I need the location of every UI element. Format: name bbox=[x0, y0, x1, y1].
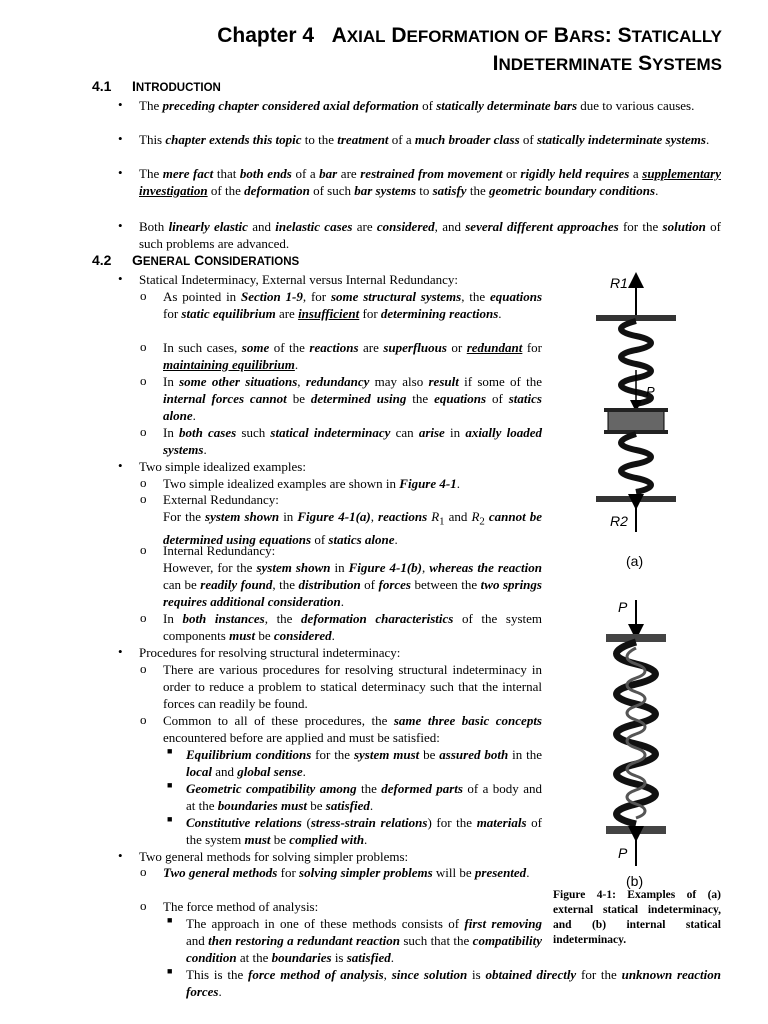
bullet-icon: • bbox=[118, 165, 123, 180]
circle-bullet-icon: o bbox=[140, 288, 147, 303]
example-point-2: External Redundancy: For the system shown in Figure 4-1(a), reactions $R_1$ and $R_2$ cannot be determined using equations of statics alone. bbox=[163, 492, 543, 547]
inner-spring bbox=[627, 648, 645, 818]
procedure-point-1: There are various procedures for resolving structural indeterminacy in order to reduce a problem to statical determinacy such that the internal forces can readily be found. bbox=[163, 662, 542, 711]
spring-diagram bbox=[560, 270, 760, 890]
concept-constitutive: Constitutive relations (stress-strain relations) for the materials of the system must be complied with. bbox=[186, 815, 542, 847]
square-bullet-icon: ■ bbox=[167, 966, 173, 976]
lower-spring bbox=[621, 434, 651, 492]
circle-bullet-icon: o bbox=[140, 424, 147, 439]
section-heading-4-1: 4.1 INTRODUCTION bbox=[92, 78, 221, 94]
procedures-label: Procedures for resolving structural indeterminacy: bbox=[139, 645, 401, 660]
bullet-icon: • bbox=[118, 644, 123, 659]
bullet-icon: • bbox=[118, 271, 123, 286]
middle-block-bottom bbox=[604, 430, 668, 434]
indeterminacy-point-1: As pointed in Section 1-9, for some structural systems, the equations for static equilibrium are insufficient for determining reactions. bbox=[163, 289, 542, 321]
force-method-definition: This is the force method of analysis, since solution is obtained directly for the unknown reaction forces. bbox=[186, 967, 722, 999]
statical-indeterminacy-label: Statical Indeterminacy, External versus Internal Redundancy: bbox=[139, 272, 458, 287]
label-p-top: P bbox=[618, 599, 628, 615]
square-bullet-icon: ■ bbox=[167, 780, 173, 790]
example-point-3: Internal Redundancy: However, for the system shown in Figure 4-1(b), whereas the reaction can be readily found, the distribution of forces between the two springs requires additional consideration. bbox=[163, 543, 542, 609]
label-r1: R1 bbox=[610, 275, 628, 291]
circle-bullet-icon: o bbox=[140, 898, 147, 913]
bullet-icon: • bbox=[118, 97, 123, 112]
indeterminacy-point-3: In some other situations, redundancy may also result if some of the internal forces cannot be determined using the equations of statics alone. bbox=[163, 374, 543, 423]
bullet-icon: • bbox=[118, 131, 123, 146]
bullet-icon: • bbox=[118, 218, 123, 233]
procedure-point-2: Common to all of these procedures, the same three basic concepts encountered before are applied and must be satisfied: bbox=[163, 713, 542, 745]
bottom-plate bbox=[606, 826, 666, 834]
intro-bullet-4: Both linearly elastic and inelastic cases are considered, and several different approaches for the solution of such problems are advanced. bbox=[139, 219, 722, 251]
intro-bullet-2: This chapter extends this topic to the treatment of a much broader class of statically indeterminate systems. bbox=[139, 132, 710, 147]
section-number: 4.2 bbox=[92, 252, 112, 268]
figure-caption: Figure 4-1: Examples of (a) external statical indeterminacy, and (b) internal statical indeterminacy. bbox=[553, 889, 721, 946]
intro-bullet-1: The preceding chapter considered axial deformation of statically determinate bars due to various causes. bbox=[139, 98, 695, 113]
label-b: (b) bbox=[626, 873, 644, 889]
concept-equilibrium: Equilibrium conditions for the system must be assured both in the local and global sense. bbox=[186, 747, 542, 779]
bullet-icon: • bbox=[118, 458, 123, 473]
circle-bullet-icon: o bbox=[140, 610, 147, 625]
bottom-support-plate bbox=[596, 496, 676, 502]
label-r2: R2 bbox=[610, 513, 628, 529]
circle-bullet-icon: o bbox=[140, 373, 147, 388]
middle-block-top bbox=[604, 408, 668, 412]
label-p-a: P bbox=[646, 384, 655, 399]
circle-bullet-icon: o bbox=[140, 864, 147, 879]
chapter-title-line2: INDETERMINATE SYSTEMS bbox=[492, 52, 722, 75]
two-examples-label: Two simple idealized examples: bbox=[139, 459, 306, 474]
circle-bullet-icon: o bbox=[140, 475, 147, 490]
square-bullet-icon: ■ bbox=[167, 814, 173, 824]
figure-b bbox=[606, 599, 666, 889]
bullet-icon: • bbox=[118, 848, 123, 863]
figure-a bbox=[596, 275, 676, 569]
indeterminacy-point-4: In both cases such statical indeterminacy can arise in axially loaded systems. bbox=[163, 425, 542, 457]
top-support-plate bbox=[596, 315, 676, 321]
example-point-4: In both instances, the deformation characteristics of the system components must be considered. bbox=[163, 611, 542, 643]
method-point-2: The force method of analysis: bbox=[163, 899, 319, 914]
indeterminacy-point-2: In such cases, some of the reactions are superfluous or redundant for maintaining equilibrium. bbox=[163, 340, 542, 372]
middle-block bbox=[608, 410, 664, 432]
example-point-1: Two simple idealized examples are shown in Figure 4-1. bbox=[163, 476, 460, 491]
section-number: 4.1 bbox=[92, 78, 112, 94]
force-method-approach: The approach in one of these methods consists of first removing and then restoring a redundant reaction such that the compatibility condition at the boundaries is satisfied. bbox=[186, 916, 542, 965]
circle-bullet-icon: o bbox=[140, 542, 147, 557]
section-heading-4-2: 4.2 GENERAL CONSIDERATIONS bbox=[92, 252, 300, 268]
label-p-bottom: P bbox=[618, 845, 628, 861]
square-bullet-icon: ■ bbox=[167, 915, 173, 925]
label-a: (a) bbox=[626, 553, 644, 569]
circle-bullet-icon: o bbox=[140, 339, 147, 354]
chapter-title-line1: Chapter 4 AXIAL DEFORMATION OF BARS: STATICALLY bbox=[217, 24, 722, 47]
intro-bullet-3: The mere fact that both ends of a bar are restrained from movement or rigidly held requires a supplementary investigation of the deformation of such bar systems to satisfy the geometric boundary conditions. bbox=[139, 166, 721, 198]
method-point-1: Two general methods for solving simpler problems will be presented. bbox=[163, 865, 530, 880]
two-methods-label: Two general methods for solving simpler problems: bbox=[139, 849, 409, 864]
square-bullet-icon: ■ bbox=[167, 746, 173, 756]
chapter-title bbox=[217, 22, 722, 78]
figure-4-1 bbox=[560, 270, 760, 910]
top-plate bbox=[606, 634, 666, 642]
circle-bullet-icon: o bbox=[140, 661, 147, 676]
circle-bullet-icon: o bbox=[140, 712, 147, 727]
circle-bullet-icon: o bbox=[140, 491, 147, 506]
concept-compatibility: Geometric compatibility among the deformed parts of a body and at the boundaries must be satisfied. bbox=[186, 781, 542, 813]
